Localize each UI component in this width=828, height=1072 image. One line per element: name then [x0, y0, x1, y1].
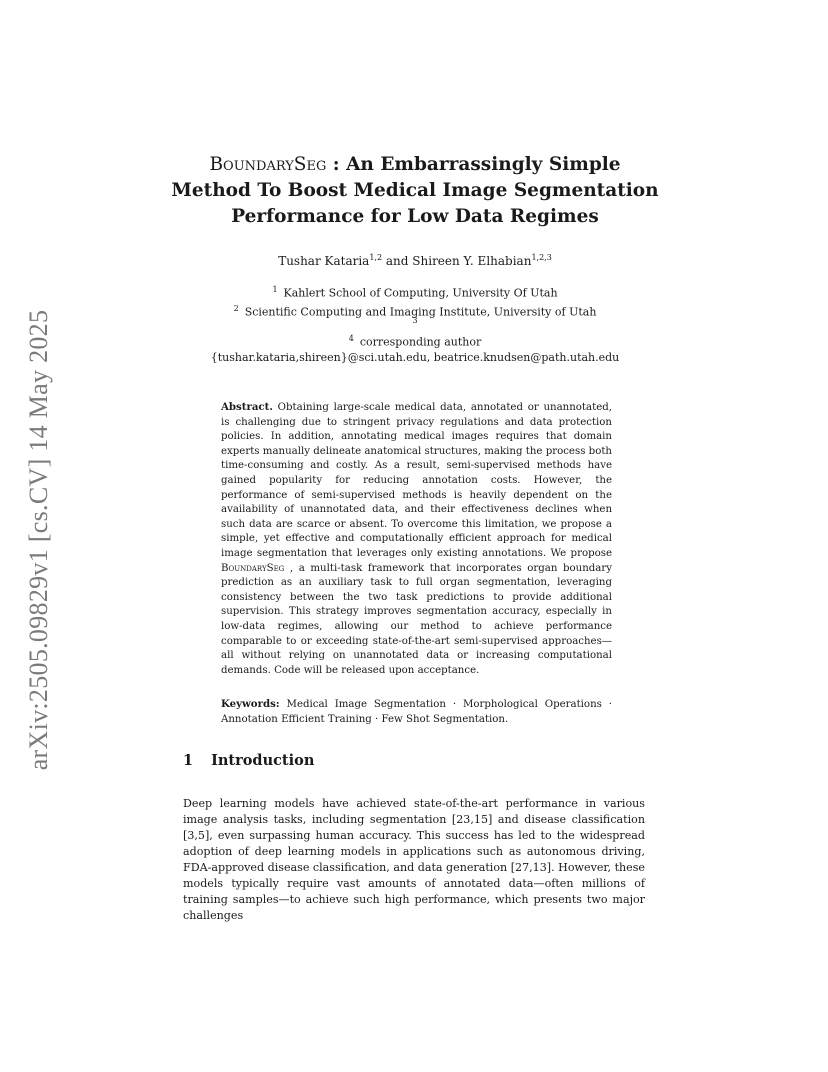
affiliation-item — [150, 317, 680, 325]
abstract — [221, 400, 612, 678]
title-line1: : An Embarrassingly Simple — [326, 154, 621, 175]
keywords-text: Medical Image Segmentation · Morphological Operations · Annotation Efficient Training · Few Shot Segmentation. — [221, 699, 612, 725]
title-line2: Method To Boost Medical Image Segmentation — [171, 180, 659, 201]
author-name: Shireen Y. Elhabian — [412, 254, 532, 268]
author-name: Tushar Kataria — [278, 254, 370, 268]
arxiv-stamp — [14, 300, 64, 780]
author-list — [150, 254, 680, 268]
affiliation-mark: 2 — [233, 303, 239, 313]
author-conjunction: and — [382, 254, 413, 268]
abstract-text: Obtaining large-scale medical data, annotated or unannotated, is challenging due to stringent privacy regulations and data protection policies. In addition, annotating medical images requires that domain experts manually delineate anatomical structures, making the process both time-consuming and costly. As a result, semi-supervised methods have gained popularity for reducing annotation costs. However, the performance of semi-supervised methods is heavily dependent on the availability of unannotated data, and their effectiveness declines when such data are scarce or absent. To overcome this limitation, we propose a simple, yet effective and computationally efficient approach for medical image segmentation that leverages only existing annotations. We propose — [221, 402, 612, 559]
affiliation-item — [150, 282, 680, 301]
affiliation-item — [150, 331, 680, 350]
section-number: 1 — [183, 752, 194, 769]
arxiv-identifier: arXiv:2505.09829v1 [cs.CV] 14 May 2025 — [24, 309, 53, 771]
abstract-text-continued: , a multi-task framework that incorporates organ boundary prediction as an auxiliary task to full organ segmentation, leveraging consistency between the two task predictions to provide additional supervision. This strategy improves segmentation accuracy, especially in low-data regimes, allowing our method to achieve performance comparable to or exceeding state-of-the-art semi-supervised approaches—all without relying on unannotated data or increasing computational demands. Code will be released upon acceptance. — [221, 562, 612, 676]
affiliation-text: Kahlert School of Computing, University Of Utah — [283, 286, 558, 300]
author-affil-sup: 1,2,3 — [531, 253, 552, 262]
affiliation-mark: 3 — [412, 316, 418, 326]
keywords — [221, 697, 612, 727]
affiliation-mark: 4 — [348, 334, 354, 344]
affiliation-text: corresponding author — [359, 335, 482, 349]
abstract-method-name: BoundarySeg — [221, 562, 285, 574]
affiliations — [150, 282, 680, 365]
email-list: {tushar.kataria,shireen}@sci.utah.edu, beatrice.knudsen@path.utah.edu — [210, 350, 620, 364]
author-affil-sup: 1,2 — [369, 253, 383, 262]
affiliation-mark: 1 — [272, 285, 278, 294]
section-heading — [183, 752, 314, 769]
title-method-name: BoundarySeg — [209, 154, 327, 175]
paper-title — [150, 152, 680, 230]
title-line3: Performance for Low Data Regimes — [231, 206, 599, 227]
intro-paragraph: Deep learning models have achieved state-of-the-art performance in various image analysis tasks, including segmentation [23,15] and disease classification [3,5], even surpassing human accuracy. This success has led to the widespread adoption of deep learning models in applications such as autonomous driving, FDA-approved disease classification, and data generation [27,13]. However, these models typically require vast amounts of annotated data—often millions of training samples—to achieve such high performance, which presents two major challenges — [183, 797, 645, 922]
keywords-label: Keywords: — [221, 698, 280, 710]
affiliation-text: Scientific Computing and Imaging Institute, University of Utah — [244, 305, 597, 319]
abstract-label: Abstract. — [221, 401, 273, 413]
section-title: Introduction — [211, 752, 315, 769]
